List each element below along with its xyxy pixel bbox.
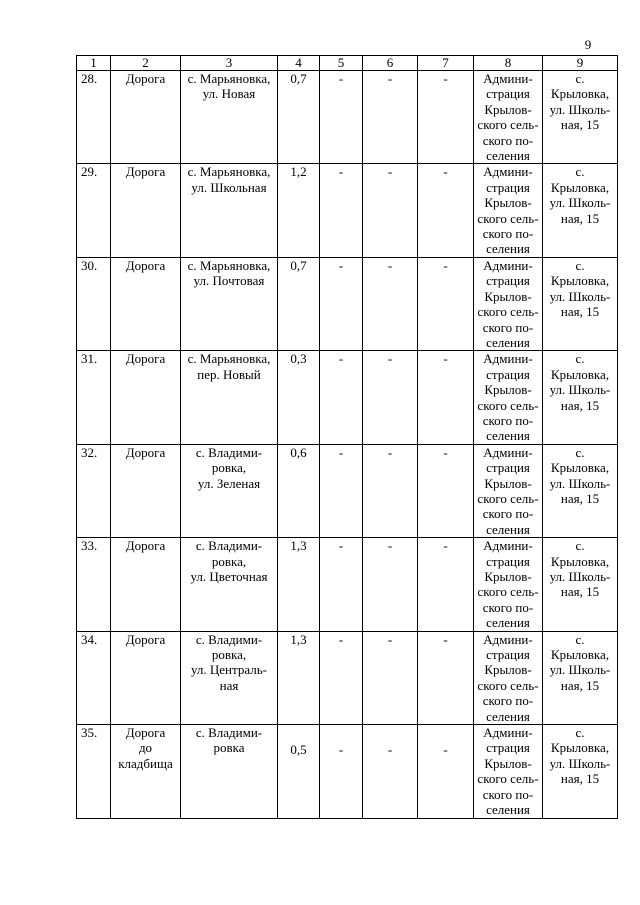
column-header: 7: [418, 56, 474, 71]
row-number-cell: 30.: [77, 257, 111, 350]
owner-cell: Админи- страция Крылов- ского сель- ского по- селения: [474, 538, 543, 631]
object-name-cell: Дорога: [111, 164, 181, 257]
column-5-cell: -: [320, 164, 363, 257]
location-cell: с. Марьяновка, ул. Новая: [181, 71, 278, 164]
column-6-cell: -: [363, 351, 418, 444]
column-5-cell: -: [320, 71, 363, 164]
table-row: [77, 631, 618, 724]
row-number-cell: 31.: [77, 351, 111, 444]
owner-cell: Админи- страция Крылов- ского сель- ского по- селения: [474, 71, 543, 164]
address-cell: с. Крыловка, ул. Школь- ная, 15: [543, 538, 618, 631]
location-cell: с. Марьяновка, пер. Новый: [181, 351, 278, 444]
length-cell: 0,6: [278, 444, 320, 537]
column-header: 2: [111, 56, 181, 71]
column-header: 5: [320, 56, 363, 71]
page-number: 9: [584, 37, 592, 52]
column-6-cell: -: [363, 71, 418, 164]
table-header-row: [77, 56, 618, 71]
column-header: 3: [181, 56, 278, 71]
column-7-cell: -: [418, 257, 474, 350]
address-cell: с. Крыловка, ул. Школь- ная, 15: [543, 631, 618, 724]
table-row: [77, 351, 618, 444]
column-7-cell: -: [418, 444, 474, 537]
column-5-cell: -: [320, 538, 363, 631]
column-5-cell: -: [320, 257, 363, 350]
column-6-cell: -: [363, 444, 418, 537]
column-7-cell: -: [418, 631, 474, 724]
address-cell: с. Крыловка, ул. Школь- ная, 15: [543, 257, 618, 350]
column-header: 8: [474, 56, 543, 71]
length-cell: 0,7: [278, 257, 320, 350]
column-7-cell: -: [418, 351, 474, 444]
row-number-cell: 28.: [77, 71, 111, 164]
length-cell: 1,3: [278, 538, 320, 631]
owner-cell: Админи- страция Крылов- ского сель- ского по- селения: [474, 164, 543, 257]
column-5-cell: -: [320, 725, 363, 818]
object-name-cell: Дорога: [111, 351, 181, 444]
owner-cell: Админи- страция Крылов- ского сель- ского по- селения: [474, 631, 543, 724]
table-row: [77, 257, 618, 350]
table-row: [77, 164, 618, 257]
object-name-cell: Дорога до кладбища: [111, 725, 181, 818]
column-6-cell: -: [363, 257, 418, 350]
column-header: 1: [77, 56, 111, 71]
column-header: 4: [278, 56, 320, 71]
object-name-cell: Дорога: [111, 257, 181, 350]
column-6-cell: -: [363, 164, 418, 257]
owner-cell: Админи- страция Крылов- ского сель- ского по- селения: [474, 444, 543, 537]
location-cell: с. Владими- ровка, ул. Централь- ная: [181, 631, 278, 724]
column-6-cell: -: [363, 538, 418, 631]
object-name-cell: Дорога: [111, 631, 181, 724]
column-5-cell: -: [320, 444, 363, 537]
table-row: [77, 538, 618, 631]
object-name-cell: Дорога: [111, 444, 181, 537]
address-cell: с. Крыловка, ул. Школь- ная, 15: [543, 351, 618, 444]
table-row: [77, 71, 618, 164]
column-header: 6: [363, 56, 418, 71]
column-7-cell: -: [418, 725, 474, 818]
column-header: 9: [543, 56, 618, 71]
column-7-cell: -: [418, 71, 474, 164]
address-cell: с. Крыловка, ул. Школь- ная, 15: [543, 71, 618, 164]
location-cell: с. Владими- ровка: [181, 725, 278, 818]
column-7-cell: -: [418, 538, 474, 631]
column-6-cell: -: [363, 725, 418, 818]
address-cell: с. Крыловка, ул. Школь- ная, 15: [543, 725, 618, 818]
table-row: [77, 444, 618, 537]
length-cell: 0,3: [278, 351, 320, 444]
owner-cell: Админи- страция Крылов- ского сель- ского по- селения: [474, 257, 543, 350]
address-cell: с. Крыловка, ул. Школь- ная, 15: [543, 444, 618, 537]
length-cell: 1,3: [278, 631, 320, 724]
row-number-cell: 34.: [77, 631, 111, 724]
length-cell: 1,2: [278, 164, 320, 257]
length-cell: 0,7: [278, 71, 320, 164]
location-cell: с. Марьяновка, ул. Школьная: [181, 164, 278, 257]
column-5-cell: -: [320, 631, 363, 724]
location-cell: с. Владими- ровка, ул. Цветочная: [181, 538, 278, 631]
owner-cell: Админи- страция Крылов- ского сель- ского по- селения: [474, 351, 543, 444]
row-number-cell: 32.: [77, 444, 111, 537]
object-name-cell: Дорога: [111, 71, 181, 164]
roads-table: [76, 55, 618, 819]
row-number-cell: 29.: [77, 164, 111, 257]
object-name-cell: Дорога: [111, 538, 181, 631]
column-5-cell: -: [320, 351, 363, 444]
location-cell: с. Марьяновка, ул. Почтовая: [181, 257, 278, 350]
owner-cell: Админи- страция Крылов- ского сель- ского по- селения: [474, 725, 543, 818]
row-number-cell: 35.: [77, 725, 111, 818]
row-number-cell: 33.: [77, 538, 111, 631]
column-6-cell: -: [363, 631, 418, 724]
location-cell: с. Владими- ровка, ул. Зеленая: [181, 444, 278, 537]
column-7-cell: -: [418, 164, 474, 257]
length-cell: 0,5: [278, 725, 320, 818]
table-row: [77, 725, 618, 818]
address-cell: с. Крыловка, ул. Школь- ная, 15: [543, 164, 618, 257]
